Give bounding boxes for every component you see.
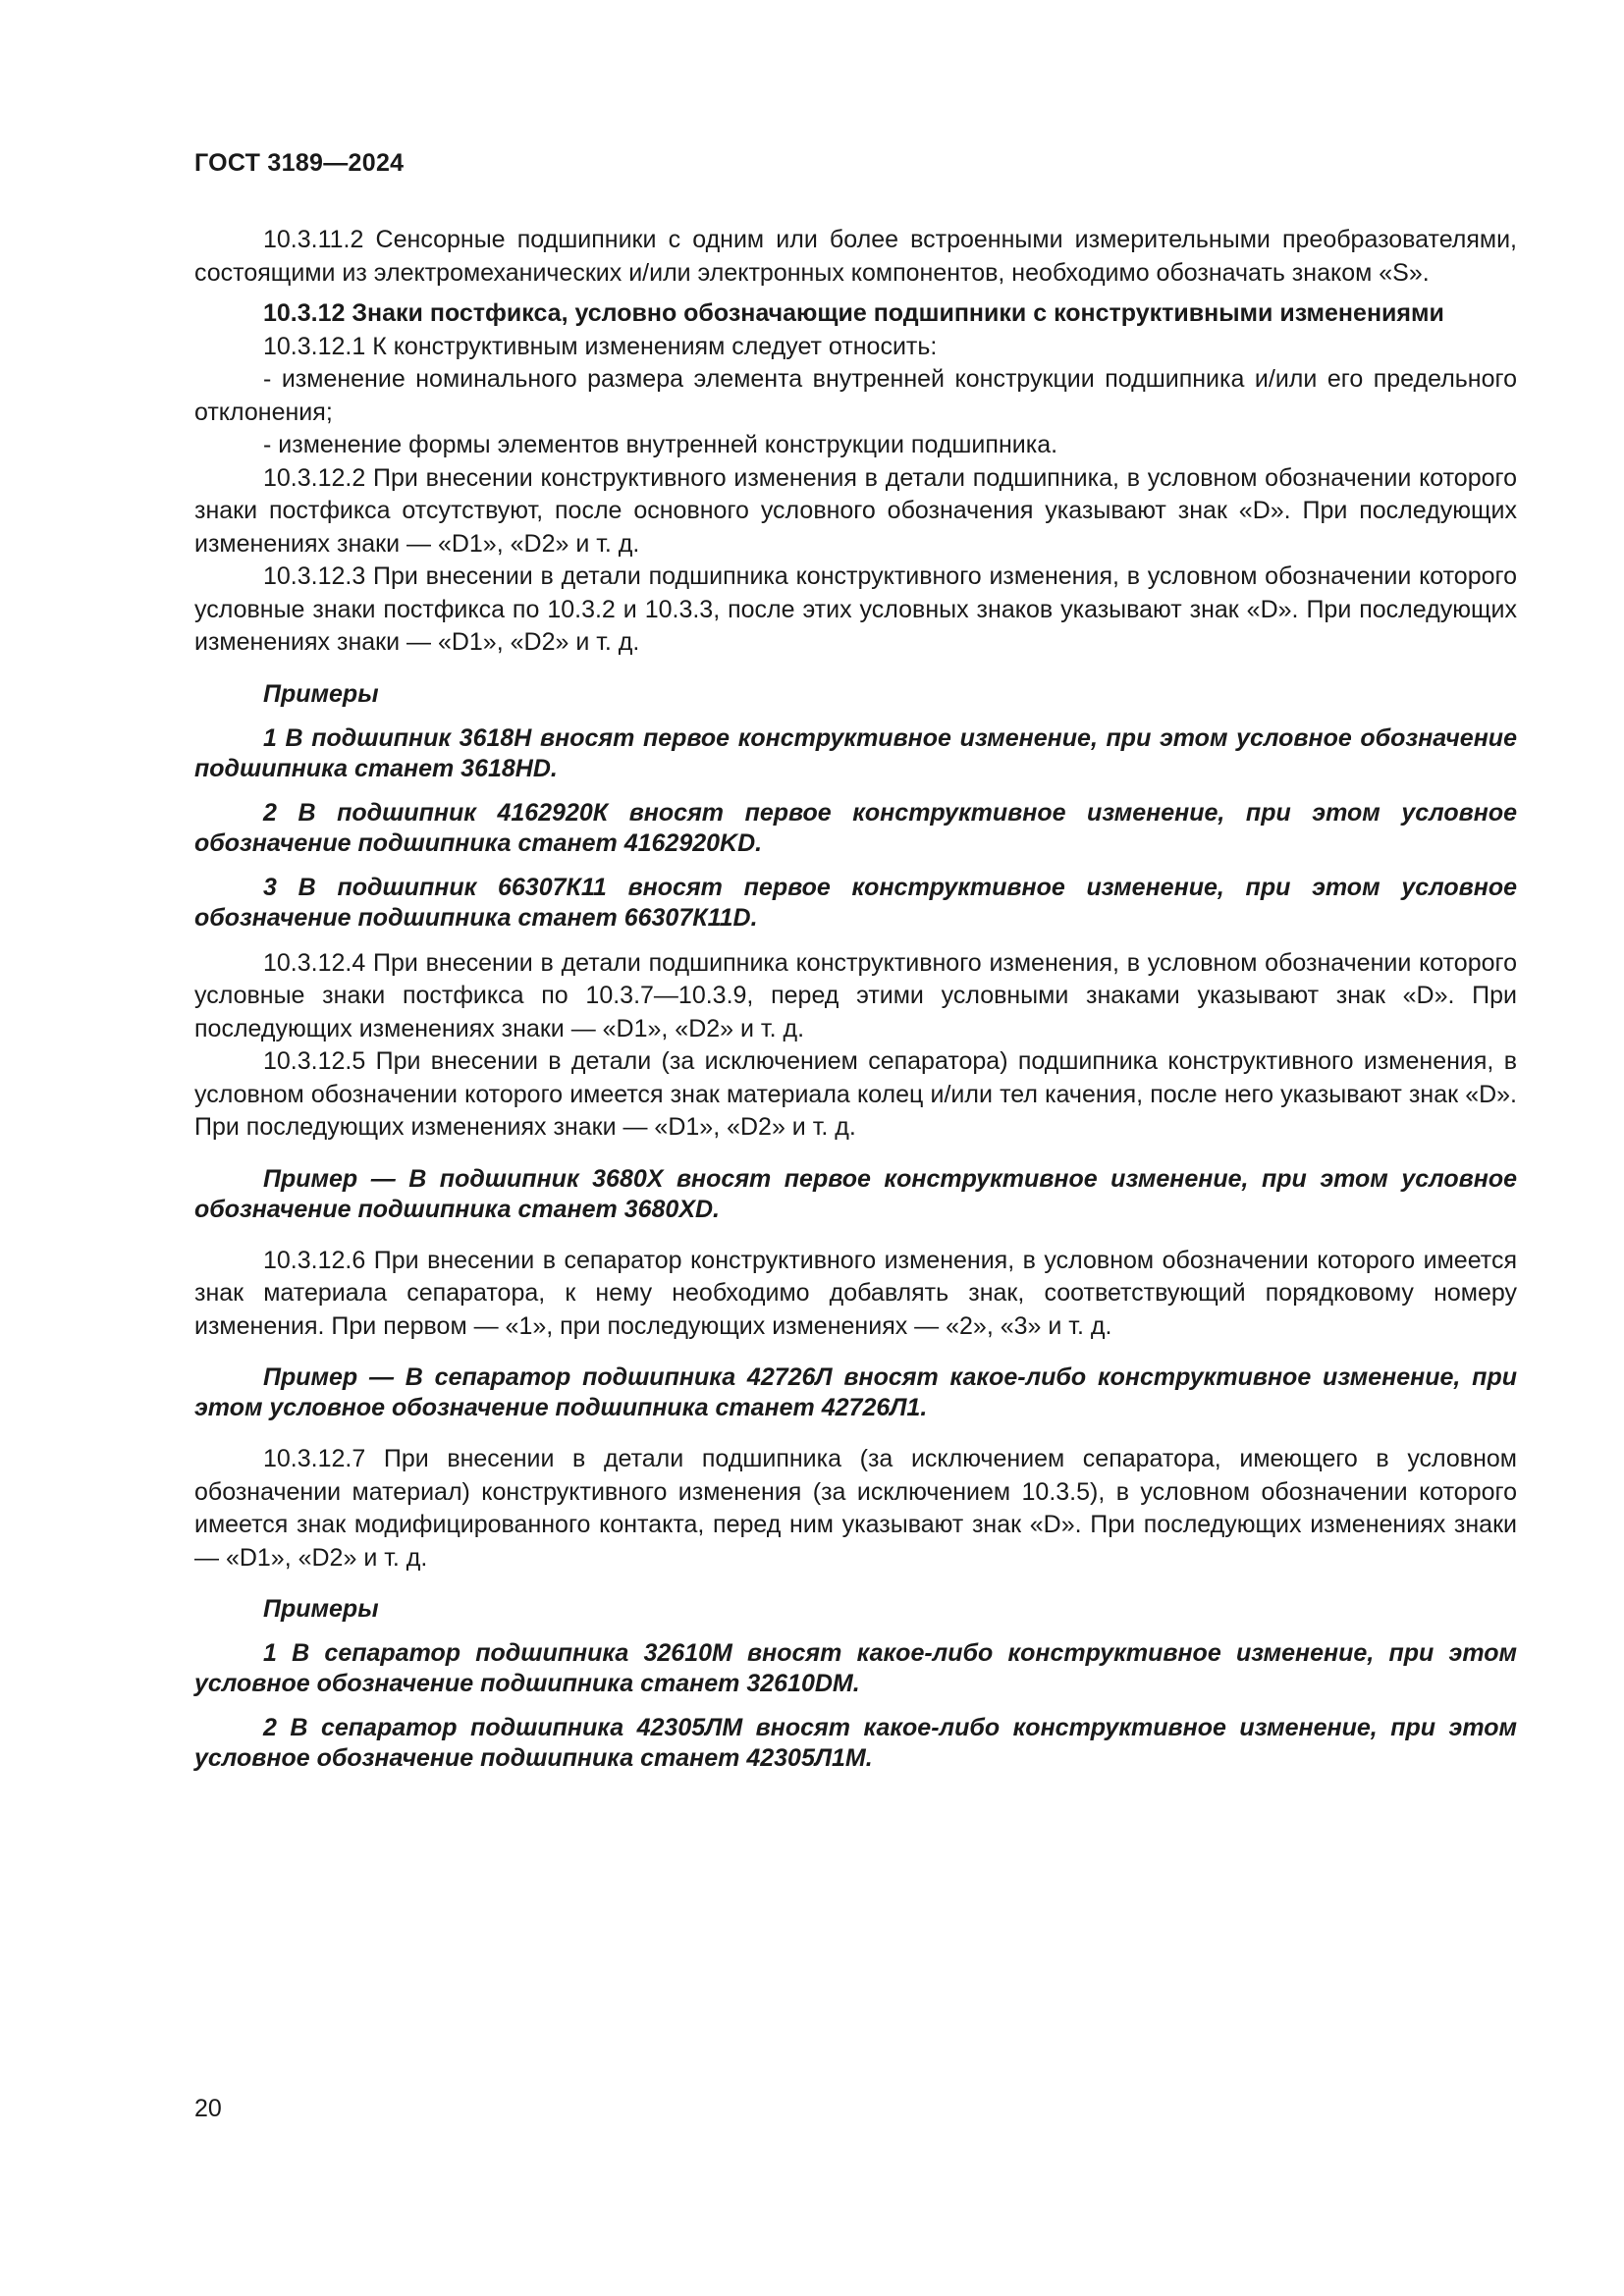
section-heading-10-3-12: 10.3.12 Знаки постфикса, условно обозначающие подшипники с конструктивными изменениями (263, 299, 1444, 327)
document-body (194, 224, 1517, 1774)
examples-label: Примеры (263, 679, 379, 708)
paragraph-10-3-12-4: 10.3.12.4 При внесении в детали подшипника конструктивного изменения, в условном обозначении которого условные знаки постфикса по 10.3.7—10.3.9, перед этими условными знаками указывают знак «D». При последующих изменениях знаки — «D1», «D2» и т. д. (194, 948, 1517, 1042)
list-item-shape-change: - изменение формы элементов внутренней конструкции подшипника. (263, 431, 1058, 458)
paragraph-10-3-11-2: 10.3.11.2 Сенсорные подшипники с одним или более встроенными измерительными преобразователями, состоящими из электромеханических и/или электронных компонентов, необходимо обозначать знаком «S». (194, 226, 1517, 287)
list-item-dimension-change: - изменение номинального размера элемента внутренней конструкции подшипника и/или его предельного отклонения; (194, 365, 1517, 426)
example-42305lm: 2 В сепаратор подшипника 42305ЛМ вносят какое-либо конструктивное изменение, при этом условное обозначение подшипника станет 42305Л1М. (194, 1714, 1517, 1772)
example-3680x: Пример — В подшипник 3680Х вносят первое конструктивное изменение, при этом условное обозначение подшипника станет 3680XD. (194, 1164, 1517, 1223)
example-3618h: 1 В подшипник 3618Н вносят первое конструктивное изменение, при этом условное обозначение подшипника станет 3618HD. (194, 723, 1517, 782)
example-32610m: 1 В сепаратор подшипника 32610М вносят какое-либо конструктивное изменение, при этом условное обозначение подшипника станет 32610DM. (194, 1639, 1517, 1697)
standard-code-header: ГОСТ 3189—2024 (194, 149, 405, 177)
example-66307k11: 3 В подшипник 66307К11 вносят первое конструктивное изменение, при этом условное обозначение подшипника станет 66307К11D. (194, 873, 1517, 932)
paragraph-10-3-12-2: 10.3.12.2 При внесении конструктивного изменения в детали подшипника, в условном обозначении которого знаки постфикса отсутствуют, после основного условного обозначения указывают знак «D». При последующих изменениях знаки — «D1», «D2» и т. д. (194, 463, 1517, 558)
examples-label-2: Примеры (263, 1595, 379, 1623)
paragraph-10-3-12-5: 10.3.12.5 При внесении в детали (за исключением сепаратора) подшипника конструктивного изменения, в условном обозначении которого имеется знак материала колец и/или тел качения, после него указывают знак «D». При последующих изменениях знаки — «D1», «D2» и т. д. (194, 1047, 1517, 1141)
page-number: 20 (194, 2095, 222, 2122)
example-4162920k: 2 В подшипник 4162920К вносят первое конструктивное изменение, при этом условное обозначение подшипника станет 4162920KD. (194, 798, 1517, 857)
paragraph-10-3-12-6: 10.3.12.6 При внесении в сепаратор конструктивного изменения, в условном обозначении которого имеется знак материала сепаратора, к нему необходимо добавлять знак, соответствующий порядковому номеру изменения. При первом — «1», при последующих изменениях — «2», «3» и т. д. (194, 1246, 1517, 1340)
paragraph-10-3-12-1: 10.3.12.1 К конструктивным изменениям следует относить: (263, 332, 938, 360)
paragraph-10-3-12-3: 10.3.12.3 При внесении в детали подшипника конструктивного изменения, в условном обозначении которого условные знаки постфикса по 10.3.2 и 10.3.3, после этих условных знаков указывают знак «D». При последующих изменениях знаки — «D1», «D2» и т. д. (194, 562, 1517, 656)
paragraph-10-3-12-7: 10.3.12.7 При внесении в детали подшипника (за исключением сепаратора, имеющего в условном обозначении материал) конструктивного изменения (за исключением 10.3.5), в условном обозначении которого имеется знак модифицированного контакта, перед ним указывают знак «D». При последующих изменениях знаки — «D1», «D2» и т. д. (194, 1445, 1517, 1572)
example-42726l: Пример — В сепаратор подшипника 42726Л вносят какое-либо конструктивное изменение, при этом условное обозначение подшипника станет 42726Л1. (194, 1363, 1517, 1421)
